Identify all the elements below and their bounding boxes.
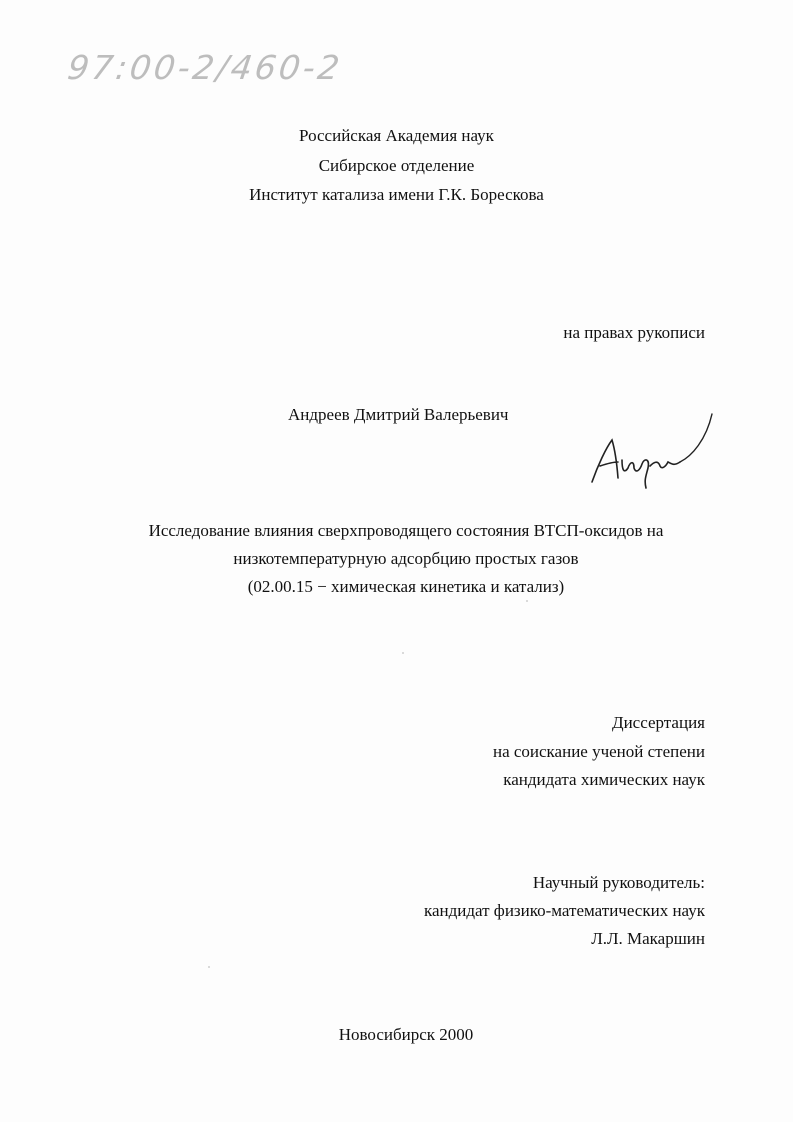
institute-name: Институт катализа имени Г.К. Борескова bbox=[249, 185, 544, 204]
paper-speck bbox=[526, 600, 528, 602]
supervisor-degree: кандидат физико-математических наук bbox=[423, 901, 705, 920]
paper-speck bbox=[402, 652, 404, 654]
dissertation-label: Диссертация bbox=[611, 713, 705, 732]
paper-speck bbox=[208, 966, 210, 968]
title-specialty: (02.00.15 − химическая кинетика и катализ) bbox=[247, 577, 565, 596]
supervisor-name: Л.Л. Макаршин bbox=[591, 929, 705, 948]
degree-name: кандидата химических наук bbox=[503, 770, 705, 789]
academy-name: Российская Академия наук bbox=[299, 126, 494, 145]
author-name: Андреев Дмитрий Валерьевич bbox=[288, 405, 509, 424]
supervisor-label: Научный руководитель: bbox=[532, 873, 705, 892]
archive-stamp: 97:00-2/460-2 bbox=[65, 48, 345, 87]
degree-purpose: на соискание ученой степени bbox=[492, 742, 705, 761]
city-year: Новосибирск 2000 bbox=[338, 1025, 474, 1044]
manuscript-note: на правах рукописи bbox=[563, 323, 705, 342]
author-signature bbox=[588, 410, 718, 490]
title-line-2: низкотемпературную адсорбцию простых газов bbox=[233, 549, 579, 568]
branch-name: Сибирское отделение bbox=[318, 156, 475, 175]
title-line-1: Исследование влияния сверхпроводящего состояния ВТСП-оксидов на bbox=[148, 521, 664, 540]
